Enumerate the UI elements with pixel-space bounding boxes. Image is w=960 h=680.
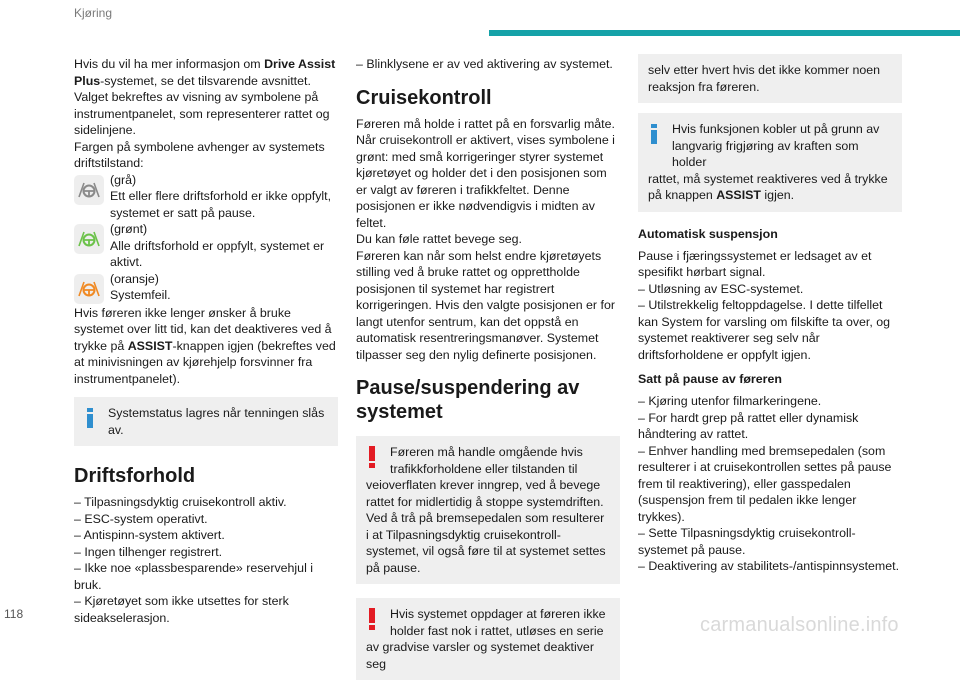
info-icon: [86, 408, 94, 428]
info-assist-rest: rattet, må systemet reaktiveres ved å trykke på knappen ASSIST igjen.: [648, 171, 888, 202]
subsection-title-automatic: Automatisk suspensjon: [638, 226, 778, 241]
color-intro-paragraph: Fargen på symbolene avhenger av systemets driftstilstand:: [74, 139, 325, 170]
info-box-assist: [638, 113, 902, 212]
warning-1-rest: veioverflaten krever inngrep, ved å bevege rattet for midlertidig å stoppe systemdriften. Ved å trå på bremsepedalen som resulterer i at Tilpasningsdyktig cruisekontroll-systemet, vil også føre til at systemet settes på pause.: [366, 478, 606, 575]
info-box-status: [74, 397, 338, 446]
deactivate-paragraph: Hvis føreren ikke lenger ønsker å bruke systemet over litt tid, kan det deaktiveres ved å trykke på ASSIST-knappen igjen (bekreftes ved at minivisningen av kjørehjelp forsvinner fra instrumentpanelet).: [74, 305, 336, 386]
cruise-paragraph-1: Føreren må holde i rattet på en forsvarlig måte.: [356, 116, 615, 131]
list-item: – Kjøring utenfor filmarkeringene.: [638, 394, 822, 408]
warning-box-continued: [638, 54, 902, 103]
warning-continued-text: selv etter hvert hvis det ikke kommer noen reaksjon fra føreren.: [648, 63, 881, 94]
header-accent-bar: [489, 30, 960, 36]
confirm-paragraph: Valget bekreftes av visning av symbolene på instrumentpanelet, som representerer rattet og sidelinjene.: [74, 90, 330, 137]
state-green: [74, 221, 338, 271]
state-orange: [74, 271, 338, 305]
cruise-paragraph-4: Føreren kan når som helst endre kjøretøyets stilling ved å bruke rattet og opprettholde posisjonen til systemet har registrert korrigeringen. Hvis den valgte posisjonen er for langt utenfor sentrum, kan det oppstå en automatisk resentreringsmanøver. Systemet tilpasser seg den nylig definerte posisjonen.: [356, 248, 615, 362]
state-gray-desc: Ett eller flere driftsforhold er ikke oppfylt, systemet er satt på pause.: [110, 189, 332, 220]
list-item: – Utløsning av ESC-systemet.: [638, 281, 804, 296]
warning-icon: [368, 446, 376, 468]
conditions-list: [74, 494, 338, 626]
column-2: [356, 56, 620, 680]
warning-box-2: [356, 598, 620, 680]
list-item: – Kjøretøyet som ikke utsettes for sterk sideakselerasjon.: [74, 594, 289, 625]
state-green-color-label: (grønt): [110, 222, 148, 236]
list-item: – For hardt grep på rattet eller dynamisk håndtering av rattet.: [638, 410, 859, 441]
column-3: [638, 56, 902, 575]
warning-1-first: Føreren må handle omgående hvis trafikkforholdene eller tilstanden til: [390, 445, 583, 476]
state-orange-desc: Systemfeil.: [110, 288, 171, 302]
list-item: – Tilpasningsdyktig cruisekontroll aktiv.: [74, 495, 287, 509]
warning-icon: [368, 608, 376, 630]
cruise-paragraph-2: Når cruisekontroll er aktivert, vises symbolene i grønt: med små korrigeringer styrer systemet kjøretøyet og holder det i den posisjonen som er valgt av føreren i trafikkfeltet. Denne posisjonen er ikke nødvendigvis i midten av feltet.: [356, 133, 615, 230]
list-item: – Sette Tilpasningsdyktig cruisekontroll-systemet på pause.: [638, 526, 856, 557]
state-orange-color-label: (oransje): [110, 271, 159, 286]
warning-2-first: Hvis systemet oppdager at føreren ikke holder fast nok i rattet, utløses en serie: [390, 607, 606, 638]
list-item: – ESC-system operativt.: [74, 511, 208, 526]
info-icon: [650, 124, 658, 144]
state-green-desc: Alle driftsforhold er oppfylt, systemet er aktivt.: [110, 238, 325, 269]
warning-2-rest: av gradvise varsler og systemet deaktiver seg: [366, 640, 594, 671]
list-item: – Antispinn-system aktivert.: [74, 528, 225, 542]
driver-pause-list: [638, 393, 902, 575]
subsection-title-driver-pause: Satt på pause av føreren: [638, 372, 782, 386]
automatic-paragraph: Pause i fjæringssystemet er ledsaget av et spesifikt hørbart signal.: [638, 248, 872, 279]
info-assist-first: Hvis funksjonen kobler ut på grunn av langvarig frigjøring av kraften som holder: [672, 122, 880, 169]
state-gray: [74, 172, 338, 222]
warning-box-1: [356, 436, 620, 584]
list-item: – Enhver handling med bremsepedalen (som resulterer i at cruisekontrollen settes på pause frem til reaktivering), eller gasspedalen (suspensjon frem til pedalen ikke lenger trykkes).: [638, 443, 892, 524]
list-item: – Ingen tilhenger registrert.: [74, 544, 223, 559]
list-item: – Ikke noe «plassbesparende» reservehjul i bruk.: [74, 561, 314, 592]
column-1: [74, 56, 338, 626]
list-item: – Deaktivering av stabilitets-/antispinnsystemet.: [638, 559, 900, 573]
section-title-driftsforhold: Driftsforhold: [74, 465, 196, 487]
page-number: 118: [4, 607, 24, 621]
list-item: – Utilstrekkelig feltoppdagelse. I dette tilfellet kan System for varsling om filskifte ta over, og systemet reaktiverer seg selv når driftsforholdene er oppfylt igjen.: [638, 298, 891, 362]
state-gray-color-label: (grå): [110, 172, 137, 187]
steering-wheel-orange-icon: [74, 274, 104, 304]
steering-wheel-green-icon: [74, 224, 104, 254]
section-title-cruisekontroll: Cruisekontroll: [356, 86, 492, 109]
steering-wheel-gray-icon: [74, 175, 104, 205]
list-item: – Blinklysene er av ved aktivering av systemet.: [356, 57, 613, 71]
cruise-paragraph-3: Du kan føle rattet bevege seg.: [356, 232, 522, 246]
section-header-title: Kjøring: [74, 6, 113, 20]
watermark: carmanualsonline.info: [700, 614, 899, 636]
info-text: Systemstatus lagres når tenningen slås av.: [108, 406, 325, 437]
intro-paragraph: Hvis du vil ha mer informasjon om Drive Assist Plus-systemet, se det tilsvarende avsnittet.: [74, 57, 336, 88]
section-title-pause: Pause/suspendering av systemet: [356, 377, 580, 423]
